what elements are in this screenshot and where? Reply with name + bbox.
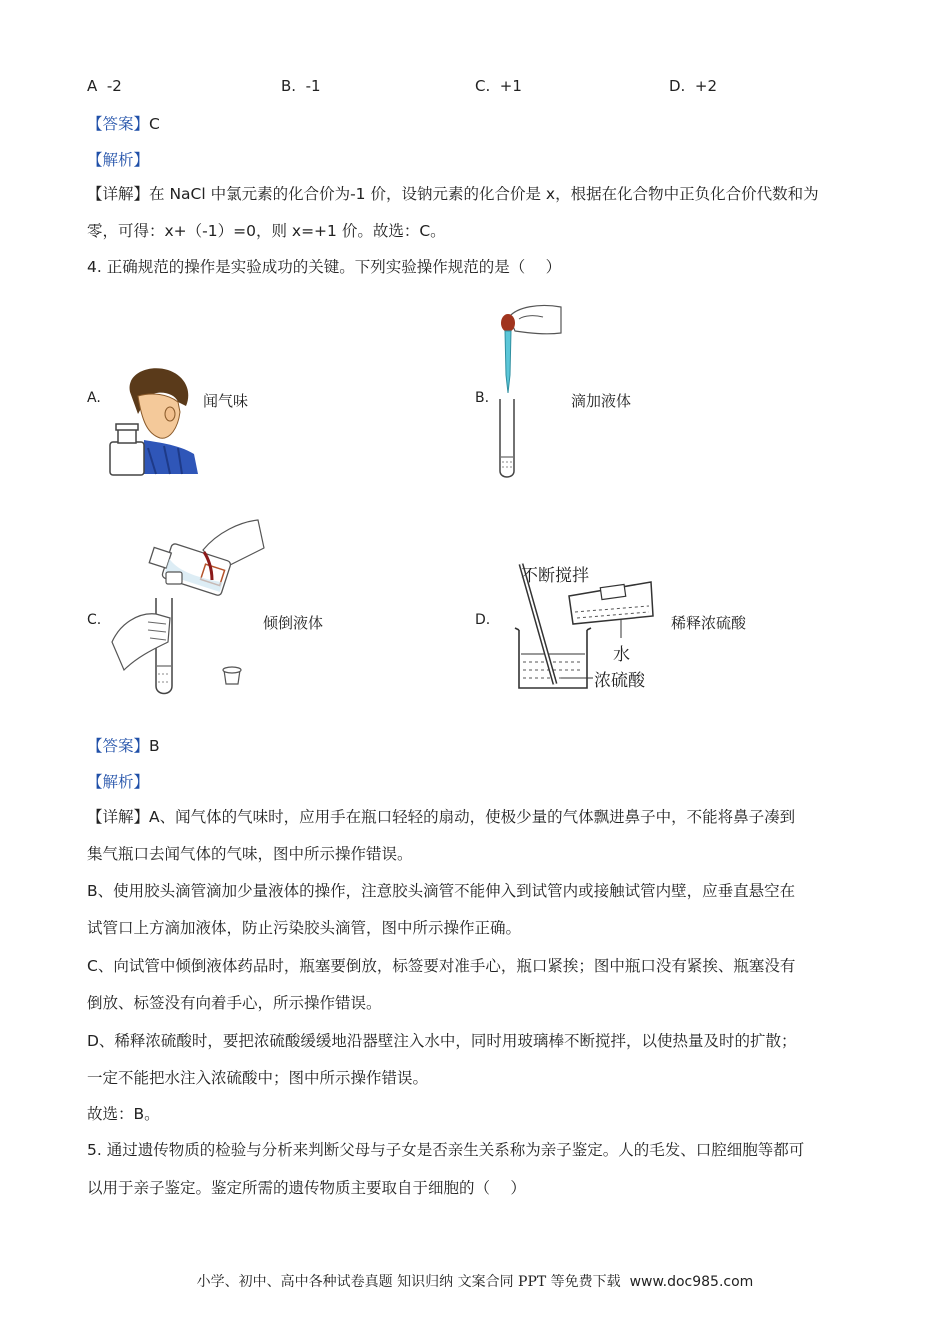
q4-option-a-caption: 闻气味 <box>203 392 249 410</box>
option-value: +2 <box>694 77 717 95</box>
option-label: B. <box>281 77 297 95</box>
option-value: +1 <box>499 77 522 95</box>
pour-liquid-icon <box>108 518 268 696</box>
q4-detail-c1: C、向试管中倾倒液体药品时，瓶塞要倒放，标签要对准手心，瓶口紧挨；图中瓶口没有紧挨、瓶塞没有 <box>87 957 796 975</box>
q4-option-c-caption: 倾倒液体 <box>263 614 324 632</box>
detail-tag: 【详解】 <box>87 185 150 203</box>
option-label: D. <box>669 77 686 95</box>
q4-option-b-caption: 滴加液体 <box>571 392 632 410</box>
q3-option-a <box>87 77 122 95</box>
detail-text: 在 NaCl 中氯元素的化合价为-1 价，设钠元素的化合价是 x，根据在化合物中正负化合价代数和为 <box>149 185 819 203</box>
option-value: -2 <box>106 77 122 95</box>
q4-stem: 4. 正确规范的操作是实验成功的关键。下列实验操作规范的是（ ） <box>87 258 562 276</box>
q4-conclusion: 故选：B。 <box>87 1105 160 1123</box>
q4-option-b-label: B. <box>475 390 490 406</box>
footer-url[interactable]: www.doc985.com <box>629 1274 754 1290</box>
q5-line2: 以用于亲子鉴定。鉴定所需的遗传物质主要取自于细胞的（ ） <box>87 1179 526 1197</box>
q4-detail-a1 <box>87 805 795 827</box>
figure-label-water: 水 <box>613 645 630 665</box>
q3-analysis-heading <box>87 148 149 170</box>
q3-option-c <box>475 77 522 95</box>
detail-text: A、闻气体的气味时，应用手在瓶口轻轻的扇动，使极少量的气体飘进鼻子中，不能将鼻子凑到 <box>149 808 796 826</box>
q4-answer <box>87 734 160 756</box>
q4-option-c-label: C. <box>87 612 102 628</box>
dropper-test-tube-icon <box>495 303 565 478</box>
q3-detail-line2: 零，可得：x+（-1）=0，则 x=+1 价。故选：C。 <box>87 222 446 240</box>
q3-option-b <box>281 77 321 95</box>
q4-detail-a2: 集气瓶口去闻气体的气味，图中所示操作错误。 <box>87 845 413 863</box>
q4-analysis-heading <box>87 770 149 792</box>
answer-value: B <box>149 737 160 755</box>
figure-label-acid: 浓硫酸 <box>594 671 645 691</box>
analysis-tag: 【解析】 <box>87 773 150 791</box>
footer-text: 小学、初中、高中各种试卷真题 知识归纳 文案合同 PPT 等免费下载 <box>196 1274 621 1290</box>
q3-detail-line1 <box>87 182 819 204</box>
q3-answer <box>87 112 160 134</box>
q4-detail-d2: 一定不能把水注入浓硫酸中；图中所示操作错误。 <box>87 1069 429 1087</box>
answer-value: C <box>149 115 160 133</box>
answer-tag: 【答案】 <box>87 115 150 133</box>
answer-tag: 【答案】 <box>87 737 150 755</box>
detail-tag: 【详解】 <box>87 808 150 826</box>
analysis-tag: 【解析】 <box>87 151 150 169</box>
option-label: A <box>87 77 98 95</box>
q4-detail-d1: D、稀释浓硫酸时，要把浓硫酸缓缓地沿器壁注入水中，同时用玻璃棒不断搅拌，以使热量及时的扩散； <box>87 1032 797 1050</box>
q4-option-d-label: D. <box>475 612 491 628</box>
page-footer <box>0 1271 950 1291</box>
option-value: -1 <box>305 77 321 95</box>
q3-option-d <box>669 77 717 95</box>
q4-detail-b2: 试管口上方滴加液体，防止污染胶头滴管，图中所示操作正确。 <box>87 919 522 937</box>
figure-label-stir: 不断搅拌 <box>521 566 589 586</box>
option-label: C. <box>475 77 491 95</box>
q4-option-d-caption: 稀释浓硫酸 <box>671 614 747 632</box>
q4-option-a-label: A. <box>87 390 101 406</box>
q4-detail-c2: 倒放、标签没有向着手心，所示操作错误。 <box>87 994 382 1012</box>
q5-line1: 5. 通过遗传物质的检验与分析来判断父母与子女是否亲生关系称为亲子鉴定。人的毛发、口腔细胞等都可 <box>87 1141 805 1159</box>
q4-detail-b1: B、使用胶头滴管滴加少量液体的操作，注意胶头滴管不能伸入到试管内或接触试管内壁，应垂直悬空在 <box>87 882 796 900</box>
smell-gas-figure-icon <box>108 362 203 477</box>
